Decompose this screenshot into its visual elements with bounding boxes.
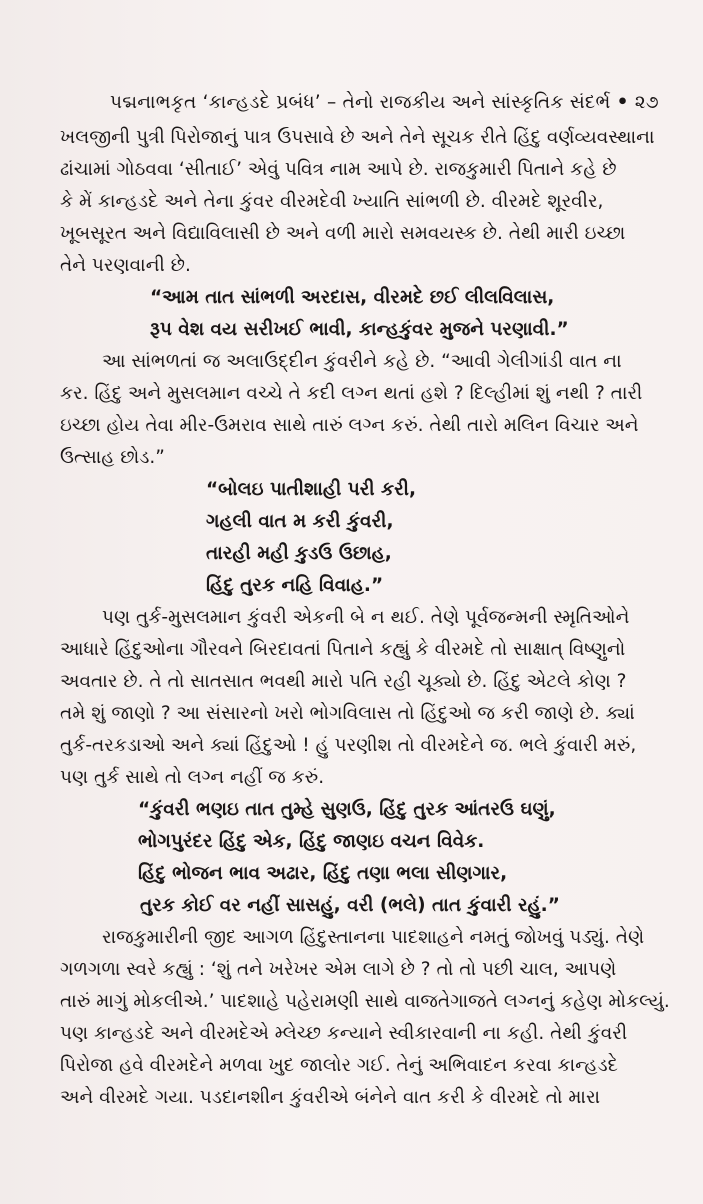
paragraph-line: તમે શું જાણો ? આ સંસારનો ખરો ભોગવિલાસ તો હિંદુઓ જ કરી જાણે છે. ક્યાં: [60, 703, 635, 724]
paragraph-line: પણ તુર્ક-મુસલમાન કુંવરી એકની બે ન થઈ. તેણે પૂર્વજન્મની સ્મૃતિઓને: [102, 607, 630, 628]
paragraph-line: આ સાંભળતાં જ અલાઉદ્દીન કુંવરીને કહે છે. “આવી ગેલીગાંડી વાત ના: [102, 351, 622, 372]
body-text: [60, 122, 670, 1114]
paragraph-line: તેને પરણવાની છે.: [60, 255, 191, 276]
verse-line: તારહી મહી કુડઉ ઉછાહ,: [206, 543, 392, 564]
verse-line: “બોલઇ પાતીશાહી પરી કરી,: [206, 479, 416, 500]
paragraph-line: રાજકુમારીની જીદ આગળ હિંદુસ્તાનના પાદશાહને નમતું જોખવું પડ્યું. તેણે: [102, 927, 645, 948]
paragraph-line: કર. હિંદુ અને મુસલમાન વચ્ચે તે કદી લગ્ન થતાં હશે ? દિલ્હીમાં શું નથી ? તારી: [60, 383, 643, 404]
verse-line: તુરક કોઈ વર નહીં સાસહું, વરી (ભલે) તાત કુંવારી રહું.”: [140, 895, 560, 916]
header-bullet: •: [616, 92, 629, 113]
paragraph-line: અવતાર છે. તે તો સાતસાત ભવથી મારો પતિ રહી ચૂક્યો છે. હિંદુ એટલે કોણ ?: [60, 671, 627, 692]
paragraph-line: ખલજીની પુત્રી પિરોજાનું પાત્ર ઉપસાવે છે અને તેને સૂચક રીતે હિંદુ વર્ણવ્યવસ્થાના: [60, 127, 655, 148]
verse-line: હિંદુ તુરક નહિ વિવાહ.”: [206, 575, 384, 596]
paragraph-line: ઢાંચામાં ગોઠવવા ‘સીતાઈ’ એવું પવિત્ર નામ આપે છે. રાજકુમારી પિતાને કહે છે: [60, 159, 617, 180]
paragraph-line: ખૂબસૂરત અને વિદ્યાવિલાસી છે અને વળી મારો સમવયસ્ક છે. તેથી મારી ઇચ્છા: [60, 223, 626, 244]
running-header: [110, 92, 670, 113]
verse-line: “કુંવરી ભણઇ તાત તુમ્હે સુણઉ, હિંદુ તુરક આંતરઉ ઘણું,: [138, 799, 556, 820]
paragraph-line: તુર્ક-તરકડાઓ અને ક્યાં હિંદુઓ ! હું પરણીશ તો વીરમદેને જ. ભલે કુંવારી મરું,: [60, 735, 637, 756]
paragraph-line: આધારે હિંદુઓના ગૌરવને બિરદાવતાં પિતાને કહ્યું કે વીરમદે તો સાક્ષાત્ વિષ્ણુનો: [60, 639, 626, 660]
paragraph-line: પિરોજા હવે વીરમદેને મળવા ખુદ જાલોર ગઈ. તેનું અભિવાદન કરવા કાન્હડદે: [60, 1055, 619, 1076]
verse-line: રૂપ વેશ વય સરીખઈ ભાવી, કાન્હકુંવર મુજને પરણાવી.”: [150, 319, 569, 340]
paragraph-line: ઉત્સાહ છોડ.”: [60, 447, 165, 468]
paragraph-line: કે મેં કાન્હડદે અને તેના કુંવર વીરમદેવી ખ્યાતિ સાંભળી છે. વીરમદે શૂરવીર,: [60, 191, 604, 212]
paragraph-line: અને વીરમદે ગયા. પડદાનશીન કુંવરીએ બંનેને વાત કરી કે વીરમદે તો મારા: [60, 1087, 601, 1108]
header-title: પદ્મનાભકૃત ‘કાન્હડદે પ્રબંધ’ – તેનો રાજકીય અને સાંસ્કૃતિક સંદર્ભ: [110, 92, 611, 113]
verse-line: ગહલી વાત મ કરી કુંવરી,: [206, 511, 394, 532]
verse-line: “આમ તાત સાંભળી અરદાસ, વીરમદે છઈ લીલવિલાસ,: [150, 287, 555, 308]
paragraph-line: ગળગળા સ્વરે કહ્યું : ‘શું તને ખરેખર એમ લાગે છે ? તો તો પછી ચાલ, આપણે: [60, 959, 617, 980]
paragraph-line: પણ કાન્હડદે અને વીરમદેએ મ્લેચ્છ કન્યાને સ્વીકારવાની ના કહી. તેથી કુંવરી: [60, 1023, 628, 1044]
verse-line: હિંદુ ભોજન ભાવ અઢાર, હિંદુ તણા ભલા સીણગાર,: [138, 863, 508, 884]
page-number: ૨૭: [634, 92, 659, 113]
paragraph-line: ઇચ્છા હોય તેવા મીર-ઉમરાવ સાથે તારું લગ્ન કરું. તેથી તારો મલિન વિચાર અને: [60, 415, 639, 436]
paragraph-line: તારું માગું મોકલીએ.’ પાદશાહે પહેરામણી સાથે વાજતેગાજતે લગ્નનું કહેણ મોકલ્યું.: [60, 991, 670, 1012]
paragraph-line: પણ તુર્ક સાથે તો લગ્ન નહીં જ કરું.: [60, 767, 325, 788]
verse-line: ભોગપુરંદર હિંદુ એક, હિંદુ જાણઇ વચન વિવેક.: [138, 831, 485, 852]
